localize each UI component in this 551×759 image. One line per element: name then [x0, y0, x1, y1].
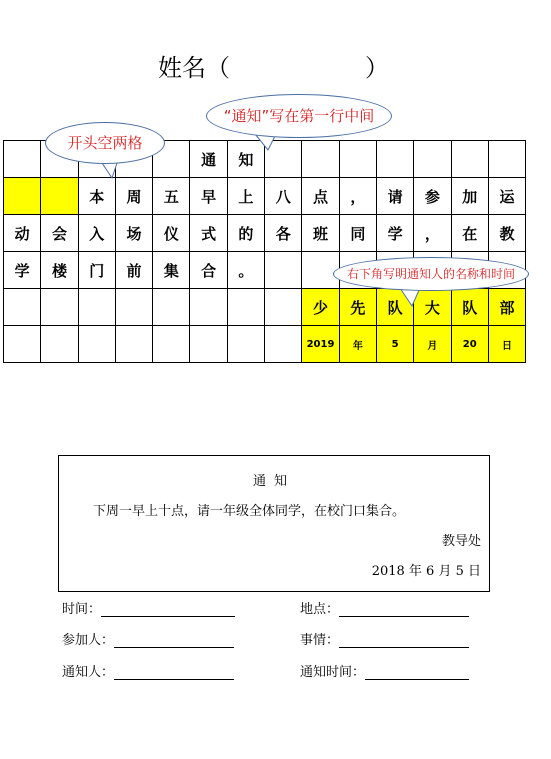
name-close: ）	[365, 54, 389, 82]
notify-time-field[interactable]	[300, 661, 469, 680]
grid-cell: 教	[488, 215, 525, 252]
participants-label: 参加人：	[62, 633, 115, 648]
notice-date: 2018 年 6 月 5 日	[371, 564, 481, 579]
grid-cell: 楼	[41, 252, 78, 289]
place-label: 地点：	[300, 602, 340, 617]
grid-cell: 五	[153, 178, 190, 215]
notify-time-label: 通知时间：	[300, 665, 366, 680]
grid-cell: 知	[227, 141, 264, 178]
grid-cell: 5	[376, 326, 413, 363]
grid-cell: 式	[190, 215, 227, 252]
callout-right: 右下角写明通知人的名称和时间	[333, 257, 529, 291]
grid-cell: 班	[302, 215, 339, 252]
notifier-field[interactable]	[62, 661, 234, 680]
place-line[interactable]	[339, 602, 469, 617]
participants-line[interactable]	[114, 633, 234, 648]
grid-cell: ，	[414, 215, 451, 252]
grid-cell: 入	[78, 215, 115, 252]
grid-cell: 同	[339, 215, 376, 252]
grid-cell: 周	[115, 178, 152, 215]
grid-cell: 部	[488, 289, 525, 326]
notice-box	[58, 455, 490, 592]
grid-cell: 上	[227, 178, 264, 215]
notice-title: 通知	[252, 474, 295, 489]
grid-cell: 先	[339, 289, 376, 326]
grid-cell: 点	[302, 178, 339, 215]
grid-cell: 2019	[302, 326, 339, 363]
notice-body: 下周一早上十点，请一年级全体同学，在校门口集合。	[93, 504, 406, 519]
notify-time-line[interactable]	[365, 665, 469, 680]
grid-cell: 会	[41, 215, 78, 252]
grid-cell: 参	[414, 178, 451, 215]
grid-cell: 月	[414, 326, 451, 363]
grid-cell: 通	[190, 141, 227, 178]
grid-cell: 运	[488, 178, 525, 215]
name-label: 姓名（	[158, 54, 230, 82]
grid-cell: 。	[227, 252, 264, 289]
matter-field[interactable]	[300, 629, 469, 648]
grid-cell: 合	[190, 252, 227, 289]
time-line[interactable]	[101, 602, 235, 617]
grid-cell: 动	[4, 215, 41, 252]
notifier-label: 通知人：	[62, 665, 115, 680]
callout-top: “通知”写在第一行中间	[206, 94, 392, 138]
place-field[interactable]	[300, 598, 469, 617]
time-field[interactable]	[62, 598, 235, 617]
participants-field[interactable]	[62, 629, 234, 648]
grid-cell: 日	[488, 326, 525, 363]
grid-cell: 20	[451, 326, 488, 363]
grid-cell: 前	[115, 252, 152, 289]
grid-cell: 集	[153, 252, 190, 289]
grid-cell: 年	[339, 326, 376, 363]
grid-cell: 场	[115, 215, 152, 252]
grid-cell: 队	[451, 289, 488, 326]
grid-cell: 学	[4, 252, 41, 289]
callout-left: 开头空两格	[45, 122, 165, 164]
grid-cell: 学	[376, 215, 413, 252]
grid-cell: 请	[376, 178, 413, 215]
grid-cell: 在	[451, 215, 488, 252]
grid-cell: ，	[339, 178, 376, 215]
matter-label: 事情：	[300, 633, 340, 648]
notice-signer: 教导处	[441, 534, 481, 549]
grid-cell: 少	[302, 289, 339, 326]
grid-cell: 门	[78, 252, 115, 289]
grid-cell: 的	[227, 215, 264, 252]
grid-cell: 大	[414, 289, 451, 326]
grid-cell: 早	[190, 178, 227, 215]
time-label: 时间：	[62, 602, 102, 617]
matter-line[interactable]	[339, 633, 469, 648]
notifier-line[interactable]	[114, 665, 234, 680]
grid-cell: 各	[265, 215, 302, 252]
grid-cell: 八	[265, 178, 302, 215]
grid-cell: 仪	[153, 215, 190, 252]
grid-cell: 加	[451, 178, 488, 215]
grid-cell: 本	[78, 178, 115, 215]
grid-cell: 队	[376, 289, 413, 326]
